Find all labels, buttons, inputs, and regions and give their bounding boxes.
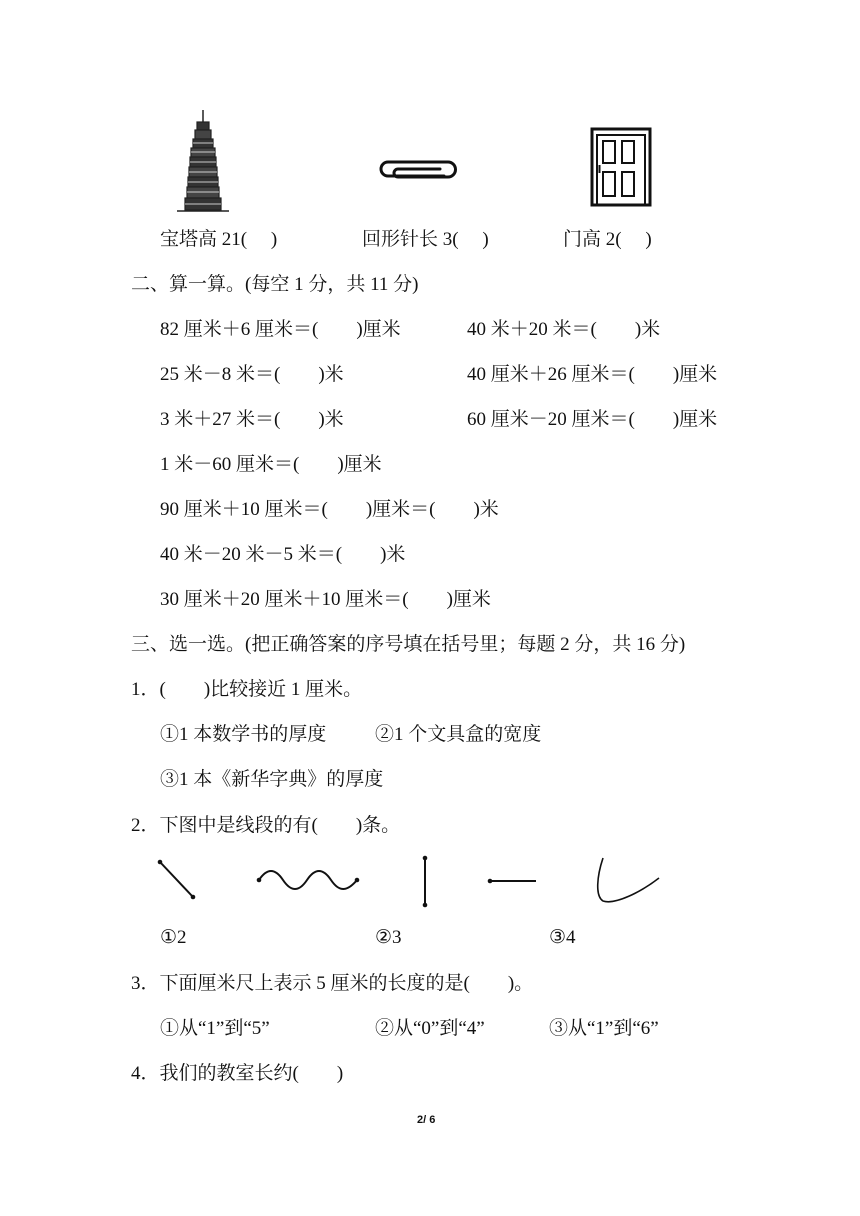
calc-row-7: 30 厘米＋20 厘米＋10 厘米＝( )厘米 [160, 589, 491, 610]
q2-stem: 2．下图中是线段的有( )条。 [131, 815, 401, 836]
q3-stem: 3．下面厘米尺上表示 5 厘米的长度的是( )。 [131, 973, 534, 994]
q1-stem: 1．( )比较接近 1 厘米。 [131, 679, 363, 700]
calc-row-6: 40 米－20 米－5 米＝( )米 [160, 544, 406, 565]
section3-heading: 三、选一选。(把正确答案的序号填在括号里；每题 2 分，共 16 分) [131, 634, 686, 655]
q1-option-3: ③1 本《新华字典》的厚度 [160, 769, 384, 790]
section2-heading: 二、算一算。(每空 1 分，共 11 分) [131, 274, 419, 295]
curve-figure [593, 856, 663, 906]
calc-row-3-right: 60 厘米－20 厘米＝( )厘米 [467, 409, 718, 430]
pagoda-image [175, 110, 231, 212]
diagonal-segment-figure [156, 858, 198, 902]
calc-row-1-right: 40 米＋20 米＝( )米 [467, 319, 661, 340]
calc-row-3-left: 3 米＋27 米＝( )米 [160, 409, 344, 430]
q4-stem: 4．我们的教室长约( ) [131, 1063, 344, 1084]
q3-option-1: ①从“1”到“5” [160, 1018, 270, 1039]
q3-option-2: ②从“0”到“4” [375, 1018, 485, 1039]
q2-option-1: ①2 [160, 927, 187, 948]
q1-option-2: ②1 个文具盒的宽度 [375, 724, 542, 745]
page-number: 2/ 6 [417, 1114, 436, 1126]
pagoda-caption: 宝塔高 21( ) [160, 229, 278, 250]
door-image [590, 127, 652, 207]
wavy-line-figure [255, 868, 363, 892]
q2-option-2: ②3 [375, 927, 402, 948]
calc-row-4: 1 米－60 厘米＝( )厘米 [160, 454, 382, 475]
calc-row-5: 90 厘米＋10 厘米＝( )厘米＝( )米 [160, 499, 499, 520]
door-caption: 门高 2( ) [563, 229, 652, 250]
paperclip-image [378, 158, 458, 182]
calc-row-2-right: 40 厘米＋26 厘米＝( )厘米 [467, 364, 718, 385]
ray-figure [486, 874, 538, 888]
calc-row-2-left: 25 米－8 米＝( )米 [160, 364, 344, 385]
paperclip-caption: 回形针长 3( ) [362, 229, 489, 250]
q3-option-3: ③从“1”到“6” [549, 1018, 659, 1039]
q1-option-1: ①1 本数学书的厚度 [160, 724, 327, 745]
calc-row-1-left: 82 厘米＋6 厘米＝( )厘米 [160, 319, 401, 340]
vertical-segment-figure [418, 855, 432, 909]
q2-option-3: ③4 [549, 927, 576, 948]
